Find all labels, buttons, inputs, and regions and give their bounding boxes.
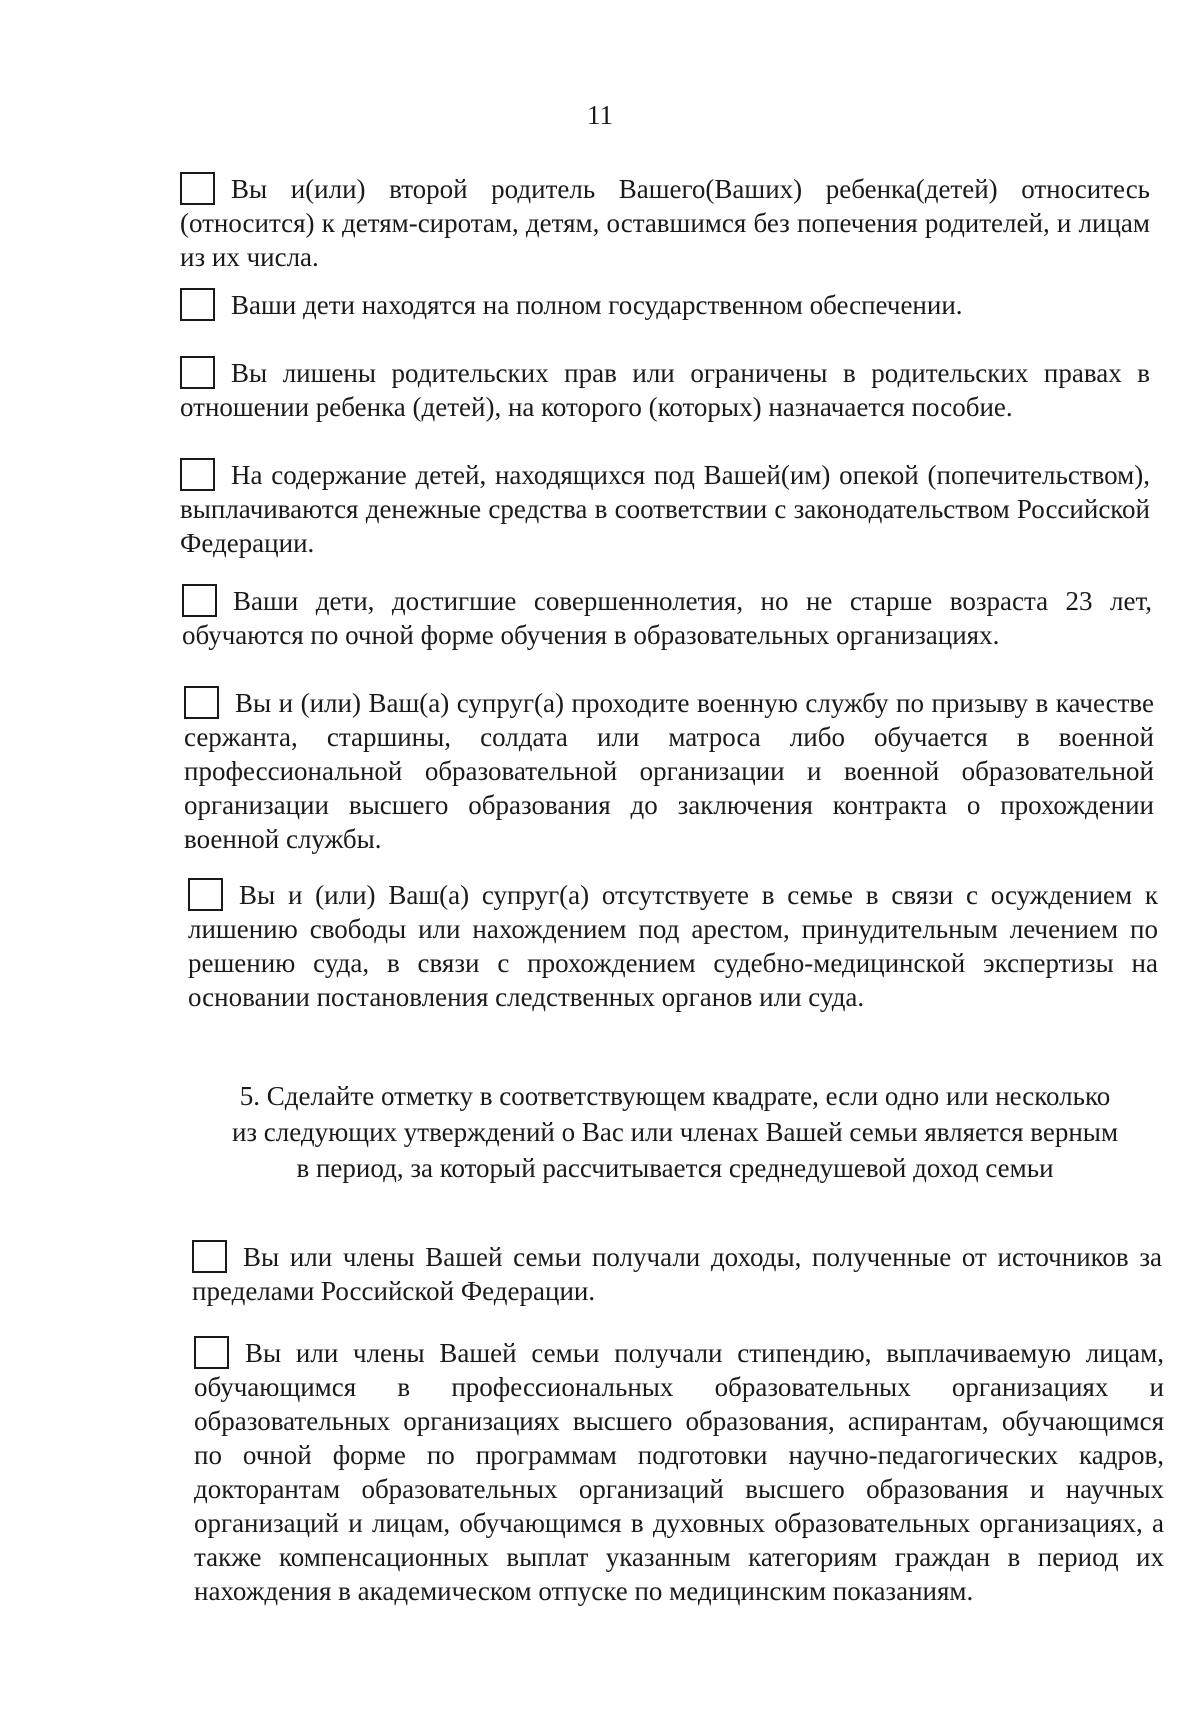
statement-text: Вы и (или) Ваш(а) супруг(а) отсутствуете в семье в связи с осуждением к лишению свободы или нахождением под арестом, принудительным лечением по решению суда, в связи с прохождением судебно-медицинской экспертизы на основании постановления следственных органов или суда. bbox=[188, 880, 1158, 1012]
statement-text: Ваши дети находятся на полном государственном обеспечении. bbox=[231, 290, 963, 320]
statement-state-support bbox=[180, 288, 1150, 322]
statement-adult-students bbox=[182, 584, 1152, 652]
checkbox[interactable] bbox=[180, 288, 215, 321]
section-heading-line: 5. Сделайте отметку в соответствующем квадрате, если одно или несколько bbox=[239, 1081, 1111, 1111]
statement-orphans bbox=[180, 172, 1150, 274]
statement-parental-rights bbox=[180, 356, 1150, 424]
checkbox[interactable] bbox=[180, 172, 215, 205]
statement-guardianship bbox=[180, 458, 1150, 560]
statement-foreign-income bbox=[192, 1240, 1162, 1308]
checkbox[interactable] bbox=[184, 686, 219, 719]
statement-text: Ваши дети, достигшие совершеннолетия, но не старше возраста 23 лет, обучаются по очной форме обучения в образовательных организациях. bbox=[182, 586, 1152, 650]
page-number: 11 bbox=[587, 100, 613, 130]
checkbox[interactable] bbox=[192, 1240, 227, 1273]
statement-text: Вы и(или) второй родитель Вашего(Ваших) ребенка(детей) относитесь (относится) к детям-сиротам, детям, оставшимся без попечения родителей, и лицам из их числа. bbox=[180, 174, 1150, 272]
checkbox[interactable] bbox=[194, 1336, 229, 1369]
section-heading-line: из следующих утверждений о Вас или членах Вашей семьи является верным bbox=[231, 1117, 1119, 1147]
statement-stipend bbox=[194, 1336, 1164, 1608]
statement-absence bbox=[188, 878, 1158, 1014]
section-5-heading bbox=[185, 1078, 1165, 1186]
statement-text: Вы или члены Вашей семьи получали стипендию, выплачиваемую лицам, обучающимся в профессиональных образовательных организациях и образовательных организациях высшего образования, аспирантам, обучающимся по очной форме по программам подготовки научно-педагогических кадров, докторантам образовательных организаций высшего образования и научных организаций и лицам, обучающимся в духовных образовательных организациях, а также компенсационных выплат указанным категориям граждан в период их нахождения в академическом отпуске по медицинским показаниям. bbox=[194, 1338, 1164, 1606]
statement-text: Вы и (или) Ваш(а) супруг(а) проходите военную службу по призыву в качестве сержанта, старшины, солдата или матроса либо обучается в военной профессиональной образовательной организации и военной образовательной организации высшего образования до заключения контракта о прохождении военной службы. bbox=[184, 688, 1154, 854]
statement-text: Вы или члены Вашей семьи получали доходы, полученные от источников за пределами Российской Федерации. bbox=[192, 1242, 1162, 1306]
statement-text: Вы лишены родительских прав или ограничены в родительских правах в отношении ребенка (детей), на которого (которых) назначается пособие. bbox=[180, 358, 1150, 422]
statement-military-service bbox=[184, 686, 1154, 856]
checkbox[interactable] bbox=[182, 584, 217, 617]
section-heading-line: в период, за который рассчитывается среднедушевой доход семьи bbox=[296, 1153, 1054, 1183]
checkbox[interactable] bbox=[188, 878, 223, 911]
checkbox[interactable] bbox=[180, 458, 215, 491]
statement-text: На содержание детей, находящихся под Вашей(им) опекой (попечительством), выплачиваются денежные средства в соответствии с законодательством Российской Федерации. bbox=[180, 460, 1150, 558]
checkbox[interactable] bbox=[180, 356, 215, 389]
